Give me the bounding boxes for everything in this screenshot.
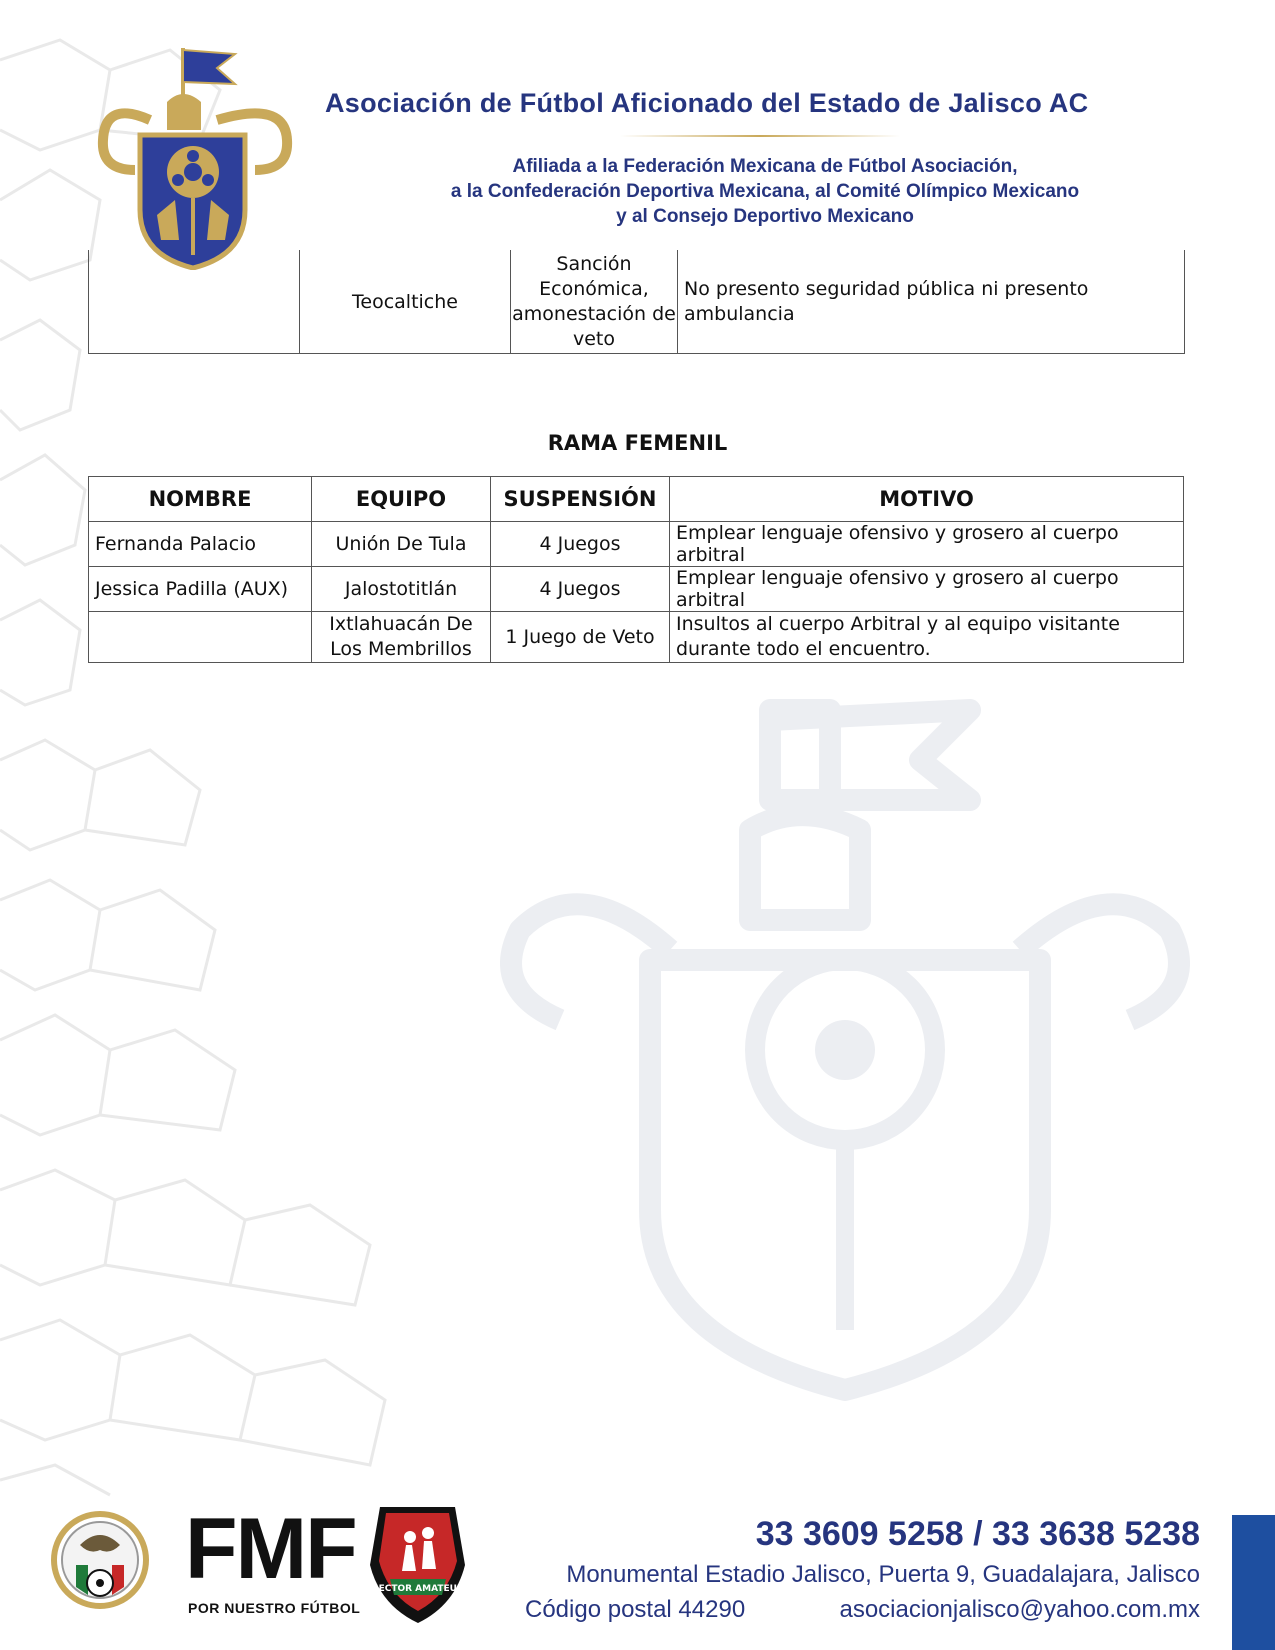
cell-motivo: Emplear lenguaje ofensivo y grosero al cuerpo arbitral — [670, 567, 1184, 612]
table-row — [89, 522, 1184, 567]
table-row — [89, 612, 1184, 663]
table-header-row — [89, 477, 1184, 522]
table-row — [89, 567, 1184, 612]
cell-suspension: Sanción Económica, amonestación de veto — [511, 250, 678, 354]
section-title: RAMA FEMENIL — [547, 431, 728, 455]
fmf-logo-text: FMF — [185, 1501, 356, 1597]
rama-femenil-table — [88, 476, 1184, 663]
cell-motivo: Insultos al cuerpo Arbitral y al equipo visitante durante todo el encuentro. — [670, 612, 1184, 663]
footer-postal-code: Código postal 44290 — [525, 1596, 746, 1623]
header-suspension: SUSPENSIÓN — [491, 477, 670, 522]
cell-nombre — [89, 250, 300, 354]
svg-text:SECTOR AMATEUR: SECTOR AMATEUR — [372, 1584, 464, 1594]
cell-nombre: Jessica Padilla (AUX) — [89, 567, 312, 612]
header-motivo: MOTIVO — [670, 477, 1184, 522]
cell-suspension: 1 Juego de Veto — [491, 612, 670, 663]
watermark-crest — [500, 690, 1190, 1410]
organization-name: Asociación de Fútbol Aficionado del Estado de Jalisco AC — [325, 88, 1089, 118]
cell-suspension: 4 Juegos — [491, 567, 670, 612]
cell-equipo: Jalostotitlán — [312, 567, 491, 612]
footer-phone: 33 3609 5258 / 33 3638 5238 — [755, 1515, 1200, 1553]
footer-address: Monumental Estadio Jalisco, Puerta 9, Guadalajara, Jalisco — [566, 1561, 1200, 1588]
cell-equipo: Ixtlahuacán De Los Membrillos — [312, 612, 491, 663]
cell-nombre: Fernanda Palacio — [89, 522, 312, 567]
jalisco-crest-icon — [95, 40, 315, 270]
cell-equipo: Unión De Tula — [312, 522, 491, 567]
continued-sanctions-table — [88, 250, 1185, 354]
affiliation-line: a la Confederación Deportiva Mexicana, al Comité Olímpico Mexicano — [450, 181, 1080, 202]
seleccion-nacional-icon — [54, 1514, 146, 1606]
header-nombre: NOMBRE — [89, 477, 312, 522]
fmf-tagline: POR NUESTRO FÚTBOL — [188, 1600, 361, 1616]
affiliation-text — [330, 154, 1200, 229]
cell-equipo: Teocaltiche — [300, 250, 511, 354]
cell-nombre — [89, 612, 312, 663]
gold-divider — [620, 135, 900, 137]
cell-motivo: Emplear lenguaje ofensivo y grosero al cuerpo arbitral — [670, 522, 1184, 567]
cell-suspension: 4 Juegos — [491, 522, 670, 567]
affiliation-line: Afiliada a la Federación Mexicana de Fútbol Asociación, — [512, 156, 1018, 177]
footer-email[interactable]: asociacionjalisco@yahoo.com.mx — [839, 1596, 1200, 1623]
accent-bar — [1232, 1515, 1275, 1650]
table-row — [89, 250, 1185, 354]
cell-motivo: No presento seguridad pública ni presento ambulancia — [678, 250, 1185, 354]
affiliation-line: y al Consejo Deportivo Mexicano — [616, 206, 914, 227]
sector-amateur-icon — [370, 1507, 465, 1623]
header-equipo: EQUIPO — [312, 477, 491, 522]
